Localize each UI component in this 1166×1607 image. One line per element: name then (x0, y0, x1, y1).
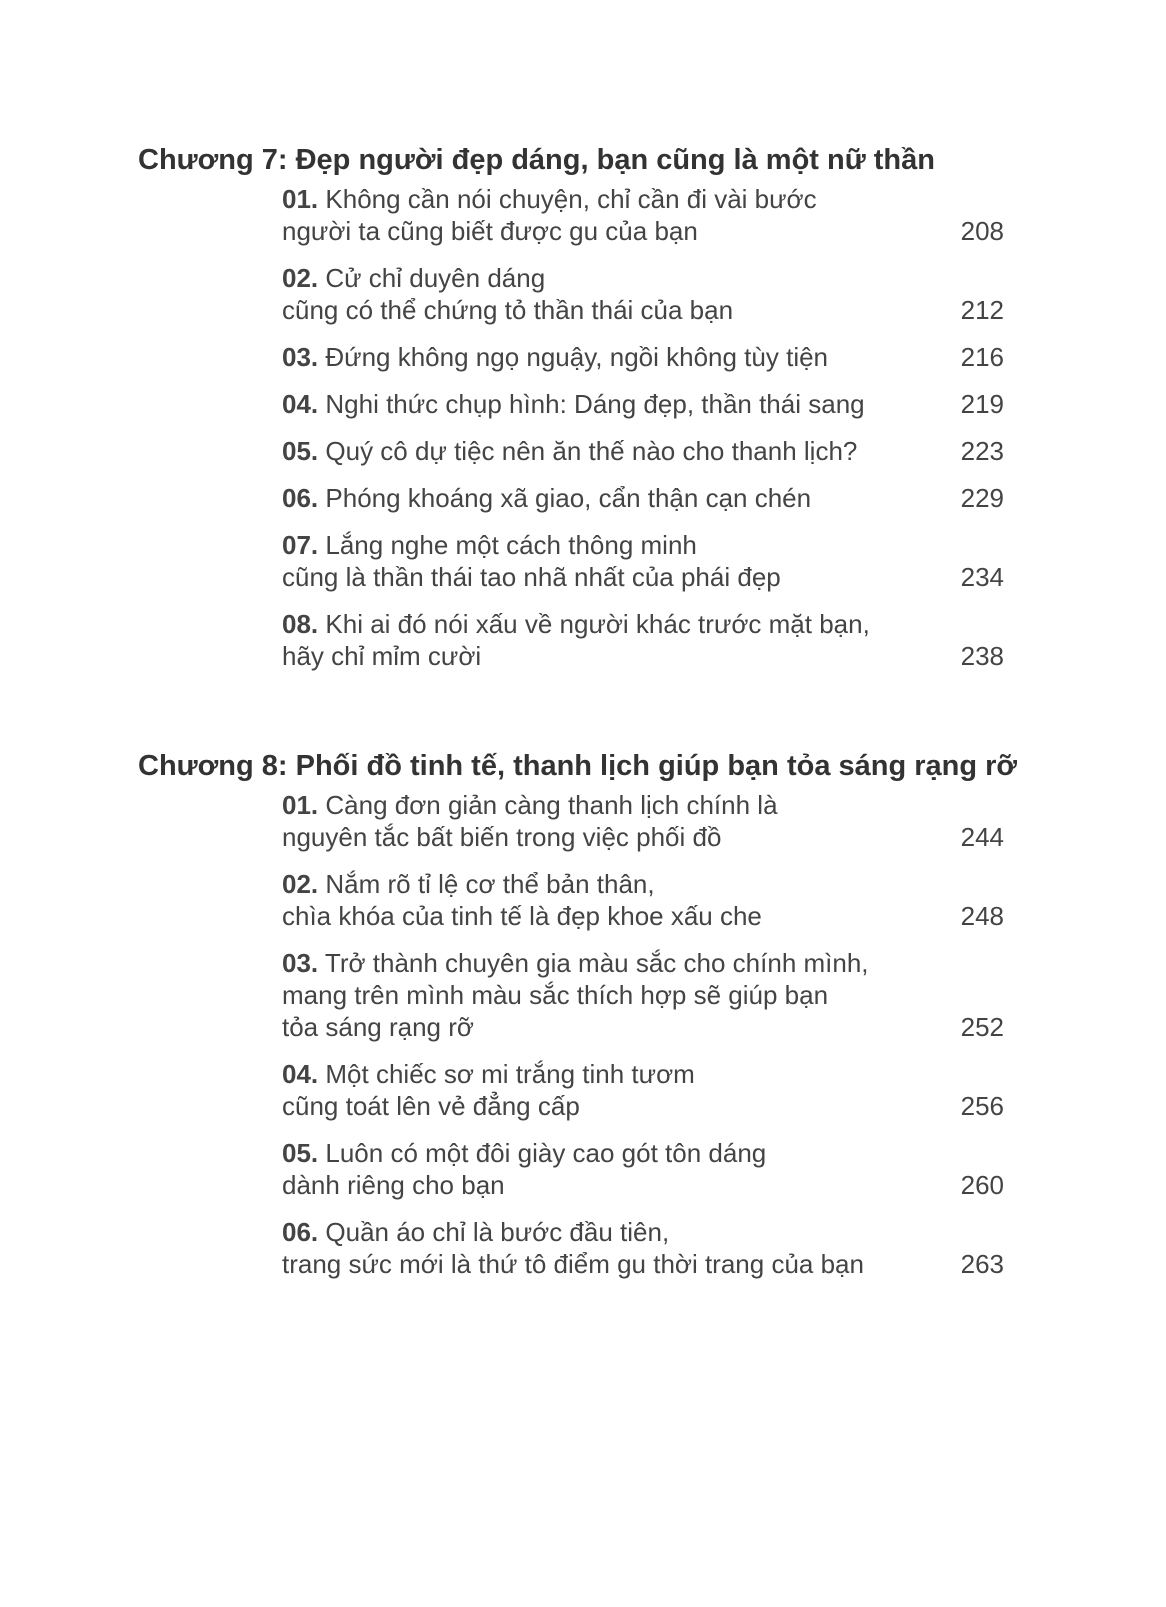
entry-title: Không cần nói chuyện, chỉ cần đi vài bước (325, 184, 817, 214)
entry-title: Lắng nghe một cách thông minh (325, 530, 697, 560)
entry-line (282, 1216, 944, 1248)
page-number: 219 (960, 389, 1004, 419)
entry-title: Luôn có một đôi giày cao gót tôn dáng (325, 1138, 767, 1168)
entry-text (282, 482, 944, 514)
toc-entry-list (282, 183, 1004, 672)
chapter-title: Chương 7: Đẹp người đẹp dáng, bạn cũng là một nữ thần (138, 144, 935, 176)
entry-text (282, 1216, 944, 1280)
toc-entry[interactable] (282, 183, 1004, 247)
entry-text (282, 1137, 944, 1201)
toc-entry[interactable] (282, 1137, 1004, 1201)
entry-number: 05. (282, 436, 319, 466)
entry-line (282, 183, 944, 215)
entry-line (282, 482, 944, 514)
entry-text (282, 183, 944, 247)
page-number: 212 (960, 295, 1004, 325)
page-number: 223 (960, 436, 1004, 466)
entry-number: 05. (282, 1138, 319, 1168)
entry-title-continued: nguyên tắc bất biến trong việc phối đồ (282, 822, 722, 852)
entry-text (282, 388, 944, 420)
entry-number: 01. (282, 790, 319, 820)
chapter-8 (138, 748, 1018, 1295)
toc-entry[interactable] (282, 608, 1004, 672)
entry-number: 03. (282, 948, 319, 978)
entry-title-continued: cũng có thể chứng tỏ thần thái của bạn (282, 295, 734, 325)
toc-entry[interactable] (282, 789, 1004, 853)
entry-text (282, 789, 944, 853)
toc-entry[interactable] (282, 388, 1004, 420)
entry-line (282, 529, 944, 561)
entry-title: Khi ai đó nói xấu về người khác trước mặt bạn, (325, 609, 870, 639)
page-number: 216 (960, 342, 1004, 372)
page-number: 252 (960, 1012, 1004, 1042)
entry-title-continued: dành riêng cho bạn (282, 1170, 505, 1200)
toc-entry[interactable] (282, 1058, 1004, 1122)
page-number: 238 (960, 641, 1004, 671)
page-number: 263 (960, 1249, 1004, 1279)
entry-title-continued: cũng là thần thái tao nhã nhất của phái đẹp (282, 562, 781, 592)
entry-text (282, 608, 944, 672)
entry-line (282, 262, 944, 294)
entry-title: Càng đơn giản càng thanh lịch chính là (325, 790, 778, 820)
entry-line (282, 1137, 944, 1169)
entry-title-continued: người ta cũng biết được gu của bạn (282, 216, 698, 246)
entry-line (282, 947, 944, 979)
entry-line (282, 789, 944, 821)
entry-text (282, 262, 944, 326)
entry-number: 02. (282, 869, 319, 899)
entry-line (282, 341, 944, 373)
entry-number: 02. (282, 263, 319, 293)
entry-title: Phóng khoáng xã giao, cẩn thận cạn chén (325, 483, 812, 513)
toc-entry[interactable] (282, 262, 1004, 326)
entry-title-continued: trang sức mới là thứ tô điểm gu thời trang của bạn (282, 1249, 864, 1279)
chapter-7 (138, 142, 1018, 687)
page-number: 256 (960, 1091, 1004, 1121)
toc-entry-list (282, 789, 1004, 1280)
entry-number: 06. (282, 483, 319, 513)
toc-entry[interactable] (282, 341, 1004, 373)
entry-title-continued: chìa khóa của tinh tế là đẹp khoe xấu che (282, 901, 762, 931)
entry-line (282, 868, 944, 900)
entry-number: 04. (282, 1059, 319, 1089)
entry-title: Trở thành chuyên gia màu sắc cho chính mình, (324, 948, 869, 978)
entry-text (282, 868, 944, 932)
toc-entry[interactable] (282, 947, 1004, 1043)
entry-title: Cử chỉ duyên dáng (325, 263, 546, 293)
entry-number: 07. (282, 530, 319, 560)
entry-number: 04. (282, 389, 319, 419)
entry-title: Quần áo chỉ là bước đầu tiên, (325, 1217, 670, 1247)
entry-text (282, 341, 944, 373)
entry-number: 06. (282, 1217, 319, 1247)
toc-entry[interactable] (282, 529, 1004, 593)
entry-title-continued: tỏa sáng rạng rỡ (282, 1012, 474, 1042)
entry-title-continued: hãy chỉ mỉm cười (282, 641, 482, 671)
page-number: 234 (960, 562, 1004, 592)
entry-number: 01. (282, 184, 319, 214)
entry-text (282, 947, 944, 1043)
toc-entry[interactable] (282, 868, 1004, 932)
entry-title: Nắm rõ tỉ lệ cơ thể bản thân, (325, 869, 655, 899)
page-number: 260 (960, 1170, 1004, 1200)
toc-entry[interactable] (282, 482, 1004, 514)
entry-title: Một chiếc sơ mi trắng tinh tươm (325, 1059, 695, 1089)
page-number: 244 (960, 822, 1004, 852)
entry-title: Đứng không ngọ nguậy, ngồi không tùy tiện (325, 342, 829, 372)
entry-number: 03. (282, 342, 319, 372)
toc-entry[interactable] (282, 1216, 1004, 1280)
page-number: 248 (960, 901, 1004, 931)
entry-title: Nghi thức chụp hình: Dáng đẹp, thần thái sang (325, 389, 865, 419)
entry-title: Quý cô dự tiệc nên ăn thế nào cho thanh lịch? (325, 436, 858, 466)
entry-number: 08. (282, 609, 319, 639)
entry-line (282, 435, 944, 467)
entry-line (282, 608, 944, 640)
page-number: 208 (960, 216, 1004, 246)
entry-title-continued: cũng toát lên vẻ đẳng cấp (282, 1091, 580, 1121)
entry-line (282, 1058, 944, 1090)
page-number: 229 (960, 483, 1004, 513)
toc-entry[interactable] (282, 435, 1004, 467)
entry-text (282, 435, 944, 467)
entry-title-continued: mang trên mình màu sắc thích hợp sẽ giúp bạn (282, 980, 829, 1010)
entry-text (282, 529, 944, 593)
chapter-title: Chương 8: Phối đồ tinh tế, thanh lịch giúp bạn tỏa sáng rạng rỡ (138, 750, 1018, 782)
entry-line (282, 388, 944, 420)
entry-text (282, 1058, 944, 1122)
